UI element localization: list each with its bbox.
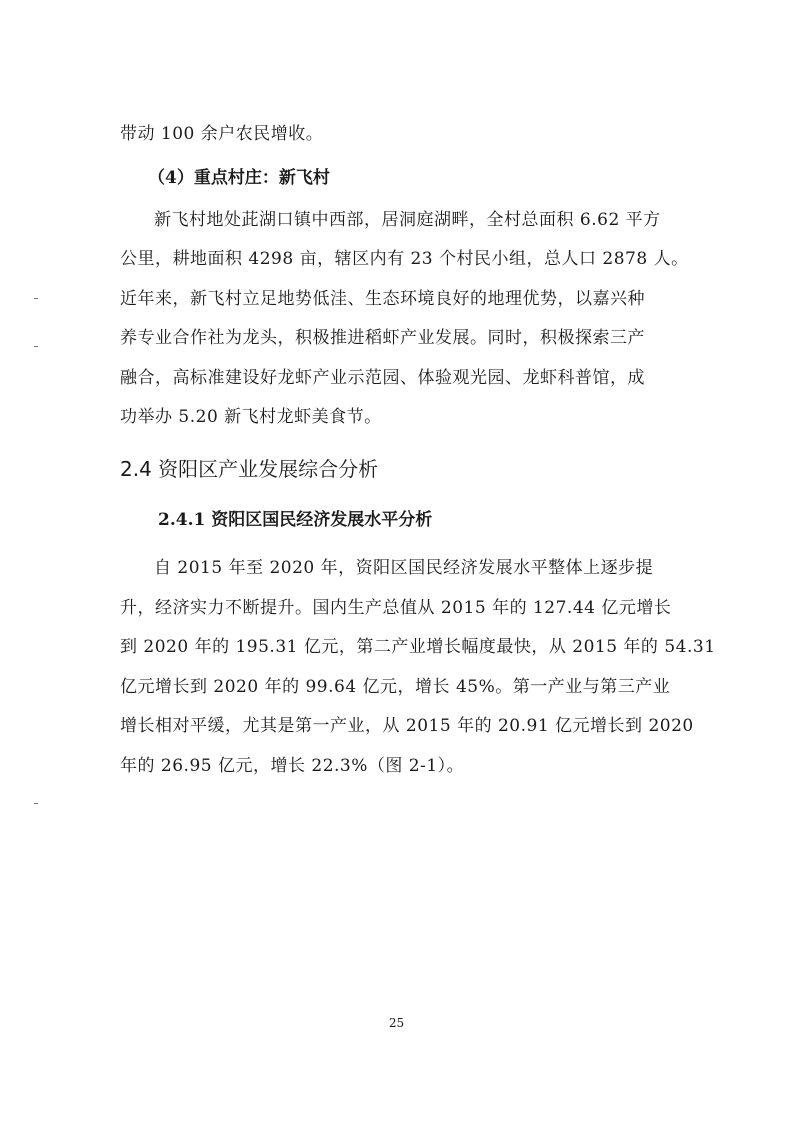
section-title: 2.4 资阳区产业发展综合分析 [120,457,379,481]
paragraph-line: 带动 100 余户农民增收。 [120,124,324,144]
margin-mark [34,346,38,347]
paragraph-line: 升，经济实力不断提升。国内生产总值从 2015 年的 127.44 亿元增长 [120,598,672,618]
paragraph-line: 年的 26.95 亿元，增长 22.3%（图 2-1）。 [120,756,465,776]
paragraph-line: 亿元增长到 2020 年的 99.64 亿元，增长 45%。第一产业与第三产业 [120,677,671,697]
margin-mark [34,803,38,804]
paragraph-line: 到 2020 年的 195.31 亿元，第二产业增长幅度最快，从 2015 年的 54.31 [120,637,716,657]
paragraph-line: 养专业合作社为龙头，积极推进稻虾产业发展。同时，积极探索三产 [120,328,645,348]
paragraph-line: 公里，耕地面积 4298 亩，辖区内有 23 个村民小组，总人口 2878 人。 [120,249,689,269]
paragraph-line: 新飞村地处茈湖口镇中西部，居洞庭湖畔，全村总面积 6.62 平方 [154,210,661,230]
paragraph-line: 增长相对平缓，尤其是第一产业，从 2015 年的 20.91 亿元增长到 2020 [120,716,694,736]
subsection-title: 2.4.1 资阳区国民经济发展水平分析 [158,510,433,530]
paragraph-line: 功举办 5.20 新飞村龙虾美食节。 [120,407,382,427]
margin-mark [34,298,38,299]
paragraph-line: 近年来，新飞村立足地势低洼、生态环境良好的地理优势，以嘉兴种 [120,289,645,309]
paragraph-line: 融合，高标准建设好龙虾产业示范园、体验观光园、龙虾科普馆，成 [120,368,645,388]
page-number: 25 [388,1016,405,1030]
paragraph-line: 自 2015 年至 2020 年，资阳区国民经济发展水平整体上逐步提 [154,558,654,578]
village-subheading: （4）重点村庄：新飞村 [148,168,330,188]
